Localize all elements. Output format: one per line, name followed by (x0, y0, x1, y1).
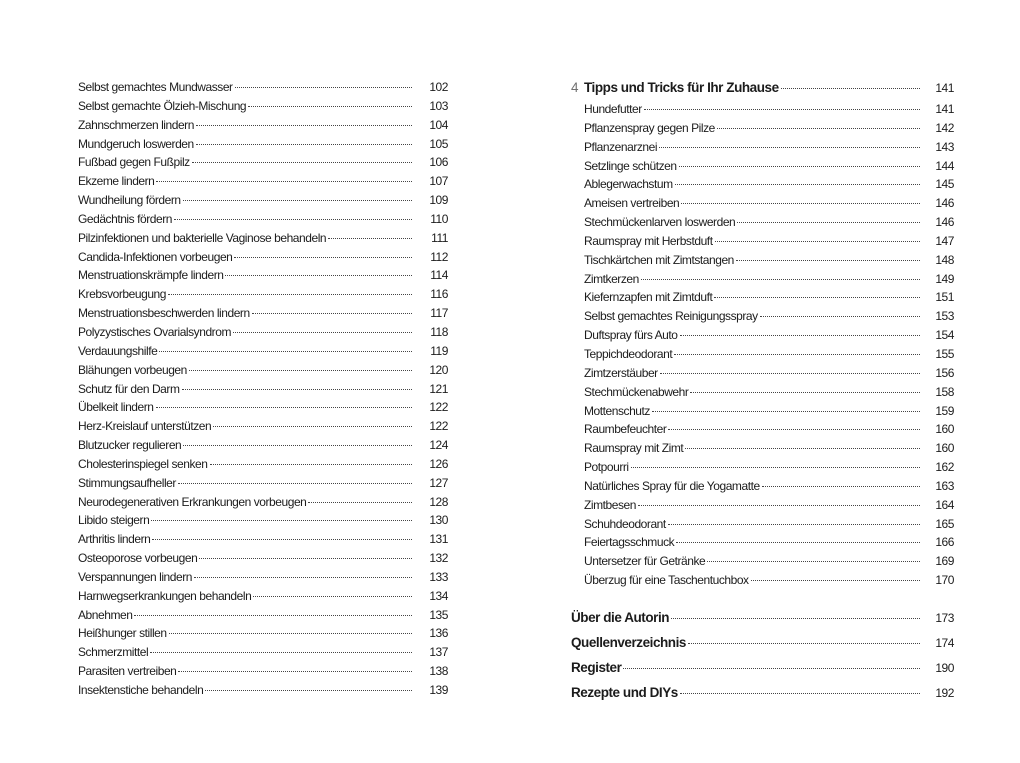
toc-entry[interactable] (584, 140, 954, 159)
entry-page-number: 109 (429, 193, 448, 208)
entry-page-number: 118 (430, 324, 448, 339)
dot-leader (183, 445, 412, 446)
entry-page-number: 112 (430, 249, 448, 264)
entry-title: Tischkärtchen mit Zimtstangen (584, 252, 734, 267)
dot-leader (156, 181, 412, 182)
toc-entry[interactable] (78, 419, 448, 438)
toc-entry[interactable] (78, 645, 448, 664)
dot-leader (737, 222, 920, 223)
entry-title: Raumbefeuchter (584, 422, 667, 437)
dot-leader (183, 200, 412, 201)
toc-entry[interactable] (584, 573, 954, 592)
entry-page-number: 144 (935, 158, 954, 173)
entry-page-number: 133 (429, 569, 448, 584)
entry-page-number: 143 (935, 139, 954, 154)
entry-page-number: 163 (935, 478, 954, 493)
entry-title: Raumspray mit Herbstduft (584, 233, 713, 248)
entry-page-number: 122 (429, 400, 448, 415)
dot-leader (715, 241, 920, 242)
entry-page-number: 105 (429, 136, 448, 151)
toc-entry[interactable] (584, 385, 954, 404)
dot-leader (328, 238, 412, 239)
dot-leader (233, 332, 412, 333)
entry-title: Kiefernzapfen mit Zimtduft (584, 290, 713, 305)
entry-page-number: 190 (935, 660, 954, 675)
dot-leader (751, 580, 920, 581)
dot-leader (192, 162, 412, 163)
entry-page-number: 104 (429, 117, 448, 132)
back-matter-entry[interactable] (571, 685, 954, 710)
dot-leader (235, 87, 412, 88)
entry-title: Zimtzerstäuber (584, 365, 658, 380)
entry-page-number: 166 (935, 535, 954, 550)
dot-leader (671, 618, 920, 619)
toc-entry[interactable] (584, 272, 954, 291)
entry-title: Mundgeruch loswerden (78, 136, 194, 151)
entry-title: Zahnschmerzen lindern (78, 117, 194, 132)
right-page-toc (571, 80, 954, 710)
toc-entry[interactable] (78, 400, 448, 419)
entry-title: Herz-Kreislauf unterstützen (78, 419, 212, 434)
entry-page-number: 127 (429, 475, 448, 490)
dot-leader (213, 426, 412, 427)
entry-title: Neurodegenerativen Erkrankungen vorbeugen (78, 494, 307, 509)
dot-leader (205, 690, 412, 691)
dot-leader (690, 392, 920, 393)
entry-title: Blähungen vorbeugen (78, 362, 187, 377)
entry-page-number: 156 (935, 365, 954, 380)
entry-title: Stechmückenabwehr (584, 384, 689, 399)
entry-page-number: 146 (935, 215, 954, 230)
left-page-toc (78, 80, 448, 702)
dot-leader (225, 275, 412, 276)
entry-title: Überzug für eine Taschentuchbox (584, 573, 749, 588)
entry-title: Candida-Infektionen vorbeugen (78, 249, 233, 264)
toc-entry[interactable] (584, 328, 954, 347)
toc-entry[interactable] (78, 570, 448, 589)
entry-page-number: 119 (430, 343, 448, 358)
dot-leader (685, 448, 920, 449)
toc-entry[interactable] (78, 250, 448, 269)
left-entry-list (78, 80, 448, 702)
entry-page-number: 165 (935, 516, 954, 531)
toc-entry[interactable] (584, 366, 954, 385)
entry-page-number: 146 (935, 196, 954, 211)
dot-leader (736, 260, 920, 261)
dot-leader (660, 373, 920, 374)
entry-page-number: 164 (935, 497, 954, 512)
entry-title: Potpourri (584, 460, 629, 475)
entry-title: Arthritis lindern (78, 532, 151, 547)
entry-page-number: 126 (429, 456, 448, 471)
entry-page-number: 174 (935, 635, 954, 650)
entry-title: Cholesterinspiegel senken (78, 456, 208, 471)
toc-entry[interactable] (78, 306, 448, 325)
entry-page-number: 110 (430, 211, 448, 226)
dot-leader (134, 615, 412, 616)
toc-entry[interactable] (584, 404, 954, 423)
entry-page-number: 142 (935, 120, 954, 135)
entry-title: Stechmückenlarven loswerden (584, 215, 736, 230)
entry-page-number: 145 (935, 177, 954, 192)
entry-page-number: 151 (935, 290, 954, 305)
dot-leader (199, 558, 412, 559)
entry-page-number: 192 (935, 685, 954, 700)
toc-entry[interactable] (584, 422, 954, 441)
chapter-heading[interactable] (571, 80, 954, 102)
dot-leader (168, 294, 412, 295)
entry-title: Ekzeme lindern (78, 174, 155, 189)
entry-page-number: 102 (429, 80, 448, 94)
toc-entry[interactable] (78, 683, 448, 702)
toc-entry[interactable] (78, 382, 448, 401)
entry-title: Über die Autorin (571, 609, 670, 625)
toc-entry[interactable] (78, 287, 448, 306)
dot-leader (681, 203, 920, 204)
entry-title: Schmerzmittel (78, 645, 149, 660)
entry-page-number: 173 (935, 610, 954, 625)
entry-page-number: 130 (429, 513, 448, 528)
entry-page-number: 117 (430, 306, 448, 321)
chapter-page-number: 141 (935, 81, 954, 95)
dot-leader (688, 643, 920, 644)
entry-page-number: 107 (429, 174, 448, 189)
dot-leader (714, 297, 920, 298)
entry-title: Feiertagsschmuck (584, 535, 675, 550)
entry-title: Hundefutter (584, 102, 642, 116)
toc-entry[interactable] (78, 664, 448, 683)
dot-leader (210, 464, 412, 465)
dot-leader (717, 128, 920, 129)
dot-leader (253, 596, 412, 597)
entry-title: Verdauungshilfe (78, 343, 158, 358)
entry-title: Blutzucker regulieren (78, 438, 182, 453)
toc-entry[interactable] (78, 344, 448, 363)
entry-title: Stimmungsaufheller (78, 475, 176, 490)
toc-entry[interactable] (584, 498, 954, 517)
entry-title: Verspannungen lindern (78, 569, 192, 584)
toc-entry[interactable] (78, 212, 448, 231)
toc-entry[interactable] (78, 551, 448, 570)
toc-entry[interactable] (584, 102, 954, 121)
toc-entry[interactable] (584, 159, 954, 178)
dot-leader (676, 542, 920, 543)
toc-entry[interactable] (78, 231, 448, 250)
dot-leader (760, 316, 920, 317)
chapter-title: Tipps und Tricks für Ihr Zuhause (584, 80, 779, 95)
toc-entry[interactable] (78, 589, 448, 608)
entry-page-number: 158 (935, 384, 954, 399)
entry-title: Zimtkerzen (584, 271, 639, 286)
dot-leader (182, 389, 413, 390)
entry-page-number: 135 (429, 607, 448, 622)
dot-leader (641, 279, 920, 280)
entry-title: Register (571, 659, 622, 675)
dot-leader (156, 407, 412, 408)
entry-title: Raumspray mit Zimt (584, 441, 684, 456)
entry-title: Abnehmen (78, 607, 133, 622)
toc-entry[interactable] (584, 460, 954, 479)
dot-leader (152, 539, 412, 540)
toc-entry[interactable] (78, 532, 448, 551)
dot-leader (659, 147, 920, 148)
dot-leader (248, 106, 412, 107)
entry-page-number: 136 (429, 626, 448, 641)
entry-title: Duftspray fürs Auto (584, 328, 678, 343)
entry-title: Setzlinge schützen (584, 158, 677, 173)
dot-leader (178, 671, 412, 672)
dot-leader (644, 109, 920, 110)
entry-title: Untersetzer für Getränke (584, 554, 706, 569)
entry-title: Parasiten vertreiben (78, 664, 177, 679)
dot-leader (707, 561, 920, 562)
entry-page-number: 169 (935, 554, 954, 569)
dot-leader (674, 354, 920, 355)
toc-entry[interactable] (78, 99, 448, 118)
dot-leader (169, 633, 412, 634)
toc-entry[interactable] (584, 290, 954, 309)
toc-entry[interactable] (78, 118, 448, 137)
entry-title: Pflanzenarznei (584, 139, 658, 154)
entry-title: Natürliches Spray für die Yogamatte (584, 478, 760, 493)
entry-title: Schuhdeodorant (584, 516, 666, 531)
dot-leader (652, 411, 920, 412)
toc-entry[interactable] (584, 253, 954, 272)
entry-page-number: 120 (429, 362, 448, 377)
entry-title: Selbst gemachtes Mundwasser (78, 80, 233, 94)
entry-page-number: 147 (935, 233, 954, 248)
entry-page-number: 148 (935, 252, 954, 267)
dot-leader (781, 88, 920, 89)
dot-leader (196, 125, 412, 126)
entry-title: Übelkeit lindern (78, 400, 154, 415)
entry-page-number: 141 (935, 102, 954, 116)
dot-leader (234, 257, 412, 258)
toc-entry[interactable] (584, 177, 954, 196)
toc-entry[interactable] (78, 363, 448, 382)
entry-page-number: 116 (430, 287, 448, 302)
toc-entry[interactable] (78, 608, 448, 627)
entry-page-number: 137 (429, 645, 448, 660)
entry-page-number: 149 (935, 271, 954, 286)
dot-leader (631, 467, 920, 468)
entry-title: Teppichdeodorant (584, 346, 673, 361)
entry-title: Krebsvorbeugung (78, 287, 166, 302)
toc-entry[interactable] (78, 626, 448, 645)
toc-entry[interactable] (584, 234, 954, 253)
toc-entry[interactable] (78, 495, 448, 514)
entry-page-number: 103 (429, 98, 448, 113)
toc-entry[interactable] (584, 479, 954, 498)
entry-page-number: 131 (429, 532, 448, 547)
entry-page-number: 132 (429, 551, 448, 566)
back-matter-list (571, 610, 954, 710)
dot-leader (308, 502, 412, 503)
entry-title: Ameisen vertreiben (584, 196, 680, 211)
chapter-number: 4 (571, 80, 579, 95)
entry-page-number: 160 (935, 422, 954, 437)
entry-title: Schutz für den Darm (78, 381, 180, 396)
entry-title: Libido steigern (78, 513, 150, 528)
entry-page-number: 153 (935, 309, 954, 324)
entry-title: Zimtbesen (584, 497, 636, 512)
dot-leader (675, 184, 920, 185)
entry-title: Pflanzenspray gegen Pilze (584, 120, 715, 135)
entry-title: Quellenverzeichnis (571, 634, 686, 650)
entry-page-number: 155 (935, 346, 954, 361)
entry-page-number: 106 (429, 155, 448, 170)
toc-entry[interactable] (78, 80, 448, 99)
dot-leader (159, 351, 412, 352)
entry-page-number: 122 (429, 419, 448, 434)
entry-page-number: 159 (935, 403, 954, 418)
entry-title: Osteoporose vorbeugen (78, 551, 198, 566)
entry-title: Menstruationskrämpfe lindern (78, 268, 224, 283)
toc-entry[interactable] (584, 309, 954, 328)
entry-title: Wundheilung fördern (78, 193, 181, 208)
entry-title: Fußbad gegen Fußpilz (78, 155, 190, 170)
toc-entry[interactable] (78, 476, 448, 495)
entry-title: Pilzinfektionen und bakterielle Vaginose behandeln (78, 230, 327, 245)
toc-entry[interactable] (78, 268, 448, 287)
toc-entry[interactable] (78, 438, 448, 457)
entry-page-number: 134 (429, 588, 448, 603)
toc-entry[interactable] (584, 215, 954, 234)
toc-entry[interactable] (78, 457, 448, 476)
toc-entry[interactable] (78, 174, 448, 193)
toc-entry[interactable] (584, 121, 954, 140)
entry-page-number: 154 (935, 328, 954, 343)
dot-leader (196, 144, 412, 145)
entry-title: Rezepte und DIYs (571, 684, 678, 700)
dot-leader (680, 335, 921, 336)
toc-entry[interactable] (584, 535, 954, 554)
entry-title: Menstruationsbeschwerden lindern (78, 306, 250, 321)
toc-entry[interactable] (78, 325, 448, 344)
entry-title: Selbst gemachte Ölzieh-Mischung (78, 98, 247, 113)
dot-leader (150, 652, 412, 653)
dot-leader (194, 577, 412, 578)
entry-page-number: 139 (429, 683, 448, 697)
entry-title: Heißhunger stillen (78, 626, 167, 641)
dot-leader (252, 313, 412, 314)
dot-leader (668, 524, 920, 525)
back-matter-entry[interactable] (571, 635, 954, 660)
dot-leader (668, 429, 920, 430)
entry-page-number: 170 (935, 573, 954, 588)
dot-leader (762, 486, 920, 487)
dot-leader (638, 505, 920, 506)
back-matter-entry[interactable] (571, 660, 954, 685)
entry-page-number: 114 (430, 268, 448, 283)
entry-title: Insektenstiche behandeln (78, 683, 204, 697)
entry-title: Harnwegserkrankungen behandeln (78, 588, 252, 603)
dot-leader (189, 370, 412, 371)
entry-page-number: 162 (935, 460, 954, 475)
entry-title: Polyzystisches Ovarialsyndrom (78, 324, 231, 339)
entry-page-number: 138 (429, 664, 448, 679)
dot-leader (680, 693, 920, 694)
toc-entry[interactable] (78, 137, 448, 156)
toc-entry[interactable] (584, 554, 954, 573)
toc-entry[interactable] (78, 155, 448, 174)
right-entry-list (571, 102, 954, 592)
entry-title: Ablegerwachstum (584, 177, 673, 192)
dot-leader (178, 483, 412, 484)
dot-leader (679, 166, 920, 167)
toc-entry[interactable] (584, 347, 954, 366)
dot-leader (151, 520, 412, 521)
entry-title: Gedächtnis fördern (78, 211, 172, 226)
entry-page-number: 160 (935, 441, 954, 456)
entry-title: Mottenschutz (584, 403, 650, 418)
entry-page-number: 121 (429, 381, 448, 396)
toc-entry[interactable] (584, 441, 954, 460)
back-matter-entry[interactable] (571, 610, 954, 635)
toc-entry[interactable] (78, 513, 448, 532)
entry-title: Selbst gemachtes Reinigungsspray (584, 309, 758, 324)
entry-page-number: 128 (429, 494, 448, 509)
toc-entry[interactable] (584, 517, 954, 536)
dot-leader (623, 668, 920, 669)
dot-leader (174, 219, 412, 220)
entry-page-number: 111 (431, 230, 448, 245)
toc-entry[interactable] (584, 196, 954, 215)
entry-page-number: 124 (429, 438, 448, 453)
toc-entry[interactable] (78, 193, 448, 212)
